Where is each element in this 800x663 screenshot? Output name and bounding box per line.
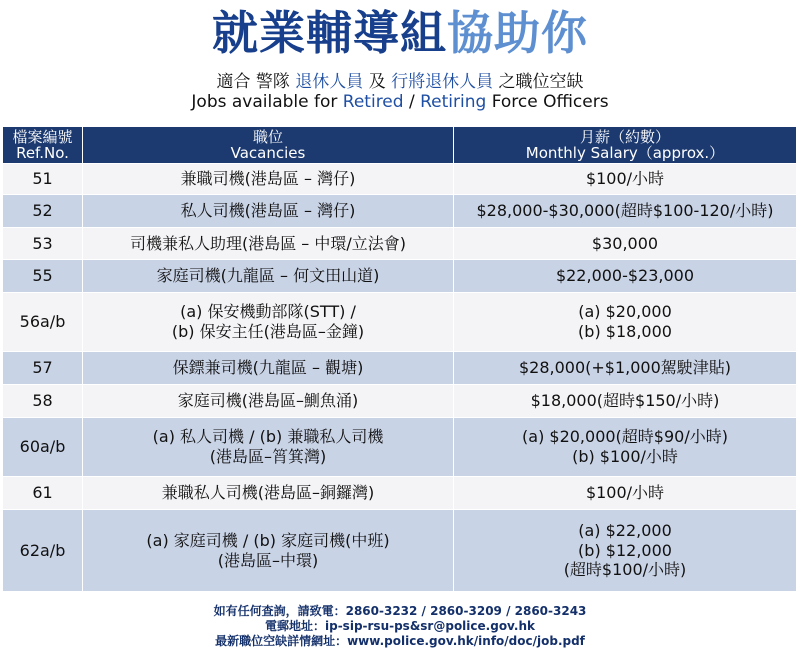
salary-line: (a) $22,000 bbox=[578, 521, 672, 541]
salary-line: (a) $20,000(超時$90/小時) bbox=[522, 427, 728, 447]
vacancy-line: (b) 保安主任(港島區–金鐘) bbox=[171, 322, 365, 341]
ref-cell: 57 bbox=[3, 352, 83, 385]
subtitle-zh-prefix: 適合 警隊 bbox=[216, 72, 296, 92]
vacancy-cell bbox=[83, 352, 454, 385]
page-title bbox=[212, 6, 588, 60]
vacancy-line: (a) 家庭司機 / (b) 家庭司機(中班) bbox=[146, 530, 390, 550]
salary-line: $22,000-$23,000 bbox=[555, 266, 695, 286]
vacancy-line: 家庭司機(九龍區 – 何文田山道) bbox=[156, 266, 380, 286]
salary-cell bbox=[454, 195, 797, 228]
vacancy-line: 家庭司機(港島區–鰂魚涌) bbox=[177, 391, 359, 411]
subtitle-zh-retiring: 行將退休人員 bbox=[391, 72, 494, 92]
ref-cell: 51 bbox=[3, 164, 83, 195]
subtitle-zh-suffix: 之職位空缺 bbox=[493, 72, 584, 92]
subtitle-english bbox=[0, 93, 800, 112]
footer-phone: 如有任何查詢，請致電：2860-3232 / 2860-3209 / 2860-3243 bbox=[213, 604, 587, 618]
table-row bbox=[3, 352, 797, 385]
salary-cell bbox=[454, 477, 797, 510]
table-row bbox=[3, 195, 797, 228]
table-row bbox=[3, 293, 797, 352]
salary-line: $28,000(+$1,000駕駛津貼) bbox=[518, 358, 732, 378]
ref-cell: 62a/b bbox=[3, 510, 83, 592]
table-row bbox=[3, 385, 797, 418]
header-salary-zh: 月薪（約數） bbox=[579, 127, 670, 146]
table-row bbox=[3, 164, 797, 195]
ref-cell: 56a/b bbox=[3, 293, 83, 352]
salary-line: (b) $12,000 bbox=[578, 540, 672, 560]
header-ref bbox=[3, 127, 83, 164]
subtitle-en-retiring: Retiring bbox=[420, 92, 487, 113]
vacancy-cell bbox=[83, 293, 454, 352]
table-header-row bbox=[3, 127, 797, 164]
vacancy-cell bbox=[83, 418, 454, 477]
salary-line: $100/小時 bbox=[585, 169, 665, 189]
subtitle-chinese bbox=[0, 73, 800, 92]
ref-cell: 53 bbox=[3, 228, 83, 260]
vacancy-table bbox=[2, 126, 797, 592]
salary-cell bbox=[454, 293, 797, 352]
salary-line: $100/小時 bbox=[585, 483, 665, 503]
salary-line: (b) $18,000 bbox=[578, 322, 672, 341]
ref-cell: 55 bbox=[3, 260, 83, 293]
salary-line: (超時$100/小時) bbox=[563, 560, 687, 580]
ref-cell: 58 bbox=[3, 385, 83, 418]
vacancy-cell bbox=[83, 195, 454, 228]
vacancy-line: 兼職司機(港島區 – 灣仔) bbox=[180, 169, 356, 189]
subtitle-en-retired: Retired bbox=[342, 92, 404, 113]
vacancy-cell bbox=[83, 260, 454, 293]
vacancy-cell bbox=[83, 164, 454, 195]
salary-cell bbox=[454, 164, 797, 195]
vacancy-line: (港島區–筲箕灣) bbox=[209, 447, 327, 466]
header-salary-en: Monthly Salary（approx.） bbox=[525, 144, 725, 162]
title-part-2: 協助你 bbox=[447, 6, 588, 60]
footer-email: 電郵地址：ip-sip-rsu-ps&sr@police.gov.hk bbox=[265, 619, 535, 634]
salary-line: (a) $20,000 bbox=[578, 302, 672, 322]
salary-line: $30,000 bbox=[591, 233, 659, 253]
header-vacancy-en: Vacancies bbox=[230, 144, 306, 162]
header-ref-zh: 檔案編號 bbox=[12, 127, 73, 146]
header-salary bbox=[454, 127, 797, 164]
title-part-1: 就業輔導組 bbox=[212, 6, 447, 60]
subtitle-en-separator: / bbox=[403, 92, 421, 113]
contact-footer bbox=[0, 604, 800, 650]
salary-cell bbox=[454, 510, 797, 592]
subtitle-zh-mid: 及 bbox=[363, 72, 392, 92]
vacancy-line: 兼職私人司機(港島區–銅鑼灣) bbox=[161, 483, 375, 503]
vacancy-line: 保鏢兼司機(九龍區 – 觀塘) bbox=[172, 358, 364, 378]
ref-cell: 61 bbox=[3, 477, 83, 510]
vacancy-cell bbox=[83, 477, 454, 510]
salary-cell bbox=[454, 418, 797, 477]
footer-website: 最新職位空缺詳情網址：www.police.gov.hk/info/doc/job.pdf bbox=[215, 634, 585, 649]
header-vacancy-zh: 職位 bbox=[252, 127, 283, 146]
table-row bbox=[3, 510, 797, 592]
salary-line: (b) $100/小時 bbox=[572, 447, 678, 466]
header-ref-en: Ref.No. bbox=[16, 144, 69, 162]
salary-cell bbox=[454, 352, 797, 385]
vacancy-line: 司機兼私人助理(港島區 – 中環/立法會) bbox=[129, 233, 407, 253]
salary-line: $18,000(超時$150/小時) bbox=[530, 391, 720, 411]
header-vacancy bbox=[83, 127, 454, 164]
subtitle-en-suffix: Force Officers bbox=[486, 92, 609, 113]
vacancy-line: (港島區–中環) bbox=[217, 550, 319, 570]
subtitle-zh-retired: 退休人員 bbox=[295, 72, 364, 92]
salary-cell bbox=[454, 228, 797, 260]
salary-cell bbox=[454, 385, 797, 418]
vacancy-cell bbox=[83, 510, 454, 592]
table-row bbox=[3, 418, 797, 477]
salary-line: $28,000-$30,000(超時$100-120/小時) bbox=[476, 201, 774, 221]
title-banner bbox=[0, 0, 800, 64]
vacancy-cell bbox=[83, 228, 454, 260]
table-row bbox=[3, 260, 797, 293]
table-row bbox=[3, 228, 797, 260]
salary-cell bbox=[454, 260, 797, 293]
table-row bbox=[3, 477, 797, 510]
vacancy-cell bbox=[83, 385, 454, 418]
subtitle-en-prefix: Jobs available for bbox=[191, 92, 343, 113]
ref-cell: 52 bbox=[3, 195, 83, 228]
ref-cell: 60a/b bbox=[3, 418, 83, 477]
vacancy-line: (a) 私人司機 / (b) 兼職私人司機 bbox=[152, 427, 384, 447]
vacancy-line: 私人司機(港島區 – 灣仔) bbox=[180, 201, 356, 221]
vacancy-line: (a) 保安機動部隊(STT) / bbox=[180, 302, 356, 322]
